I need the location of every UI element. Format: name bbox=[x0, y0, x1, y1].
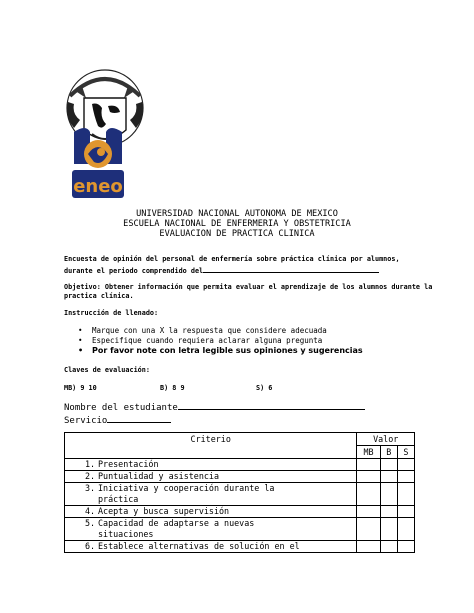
s-cell[interactable] bbox=[397, 541, 414, 553]
objective-line-2: practica clínica. bbox=[64, 292, 134, 300]
mb-cell[interactable] bbox=[357, 483, 380, 506]
evaluation-table bbox=[64, 432, 415, 553]
s-cell[interactable] bbox=[397, 506, 414, 518]
table-row bbox=[65, 541, 415, 553]
student-name-field bbox=[64, 400, 365, 413]
key-b: B) 8 9 bbox=[160, 384, 185, 392]
table-row bbox=[65, 518, 415, 541]
instruction-item: • Marque con una X la respuesta que considere adecuada bbox=[78, 326, 363, 336]
mb-cell[interactable] bbox=[357, 459, 380, 471]
instructions-list bbox=[78, 326, 363, 356]
mb-cell[interactable] bbox=[357, 541, 380, 553]
header-title: EVALUACION DE PRACTICA CLINICA bbox=[159, 229, 315, 239]
table-row bbox=[65, 459, 415, 471]
b-cell[interactable] bbox=[380, 471, 397, 483]
s-cell[interactable] bbox=[397, 459, 414, 471]
criterion-cell: 2. Puntualidad y asistencia bbox=[65, 471, 357, 483]
s-cell[interactable] bbox=[397, 518, 414, 541]
b-cell[interactable] bbox=[380, 541, 397, 553]
criterion-cell: 6. Establece alternativas de solución en el bbox=[65, 541, 357, 553]
header-school: ESCUELA NACIONAL DE ENFERMERIA Y OBSTETRICIA bbox=[123, 219, 351, 229]
valor-header: Valor bbox=[357, 433, 415, 446]
service-blank[interactable] bbox=[107, 413, 171, 423]
intro-line-2-text: durante el periodo comprendido del bbox=[64, 267, 204, 275]
eneo-logo bbox=[68, 124, 128, 202]
instruction-item: • Especifique cuando requiera aclarar alguna pregunta bbox=[78, 336, 363, 346]
criterion-cell: 1. Presentación bbox=[65, 459, 357, 471]
b-cell[interactable] bbox=[380, 506, 397, 518]
criterio-header: Criterio bbox=[65, 433, 357, 459]
s-cell[interactable] bbox=[397, 483, 414, 506]
mb-cell[interactable] bbox=[357, 506, 380, 518]
header-university: UNIVERSIDAD NACIONAL AUTONOMA DE MEXICO bbox=[136, 209, 338, 219]
mb-cell[interactable] bbox=[357, 471, 380, 483]
intro-line-2 bbox=[64, 265, 379, 276]
b-cell[interactable] bbox=[380, 459, 397, 471]
s-cell[interactable] bbox=[397, 471, 414, 483]
instructions-title: Instrucción de llenado: bbox=[64, 309, 159, 317]
service-field bbox=[64, 413, 171, 426]
column-b: B bbox=[380, 446, 397, 459]
table-header-row bbox=[65, 433, 415, 446]
intro-line-1: Encuesta de opinión del personal de enfermería sobre práctica clínica por alumnos, bbox=[64, 255, 400, 263]
column-mb: MB bbox=[357, 446, 380, 459]
criterion-cell: 4. Acepta y busca supervisión bbox=[65, 506, 357, 518]
instruction-item: • Por favor note con letra legible sus opiniones y sugerencias bbox=[78, 346, 363, 356]
student-name-label: Nombre del estudiante bbox=[64, 403, 178, 413]
table-row bbox=[65, 506, 415, 518]
key-mb: MB) 9 10 bbox=[64, 384, 97, 392]
b-cell[interactable] bbox=[380, 518, 397, 541]
service-label: Servicio bbox=[64, 416, 108, 426]
keys-title: Claves de evaluación: bbox=[64, 366, 150, 374]
student-name-blank[interactable] bbox=[178, 400, 365, 410]
period-blank-line[interactable] bbox=[203, 265, 379, 273]
eneo-logo-text: eneo bbox=[73, 176, 123, 197]
criterion-cell: 5. Capacidad de adaptarse a nuevas situaciones bbox=[65, 518, 357, 541]
criterion-cell: 3. Iniciativa y cooperación durante la práctica bbox=[65, 483, 357, 506]
objective-line-1: Objetivo: Obtener información que permita evaluar el aprendizaje de los alumnos durante la bbox=[64, 283, 433, 291]
key-s: S) 6 bbox=[256, 384, 273, 392]
column-s: S bbox=[397, 446, 414, 459]
table-row bbox=[65, 483, 415, 506]
mb-cell[interactable] bbox=[357, 518, 380, 541]
table-row bbox=[65, 471, 415, 483]
b-cell[interactable] bbox=[380, 483, 397, 506]
